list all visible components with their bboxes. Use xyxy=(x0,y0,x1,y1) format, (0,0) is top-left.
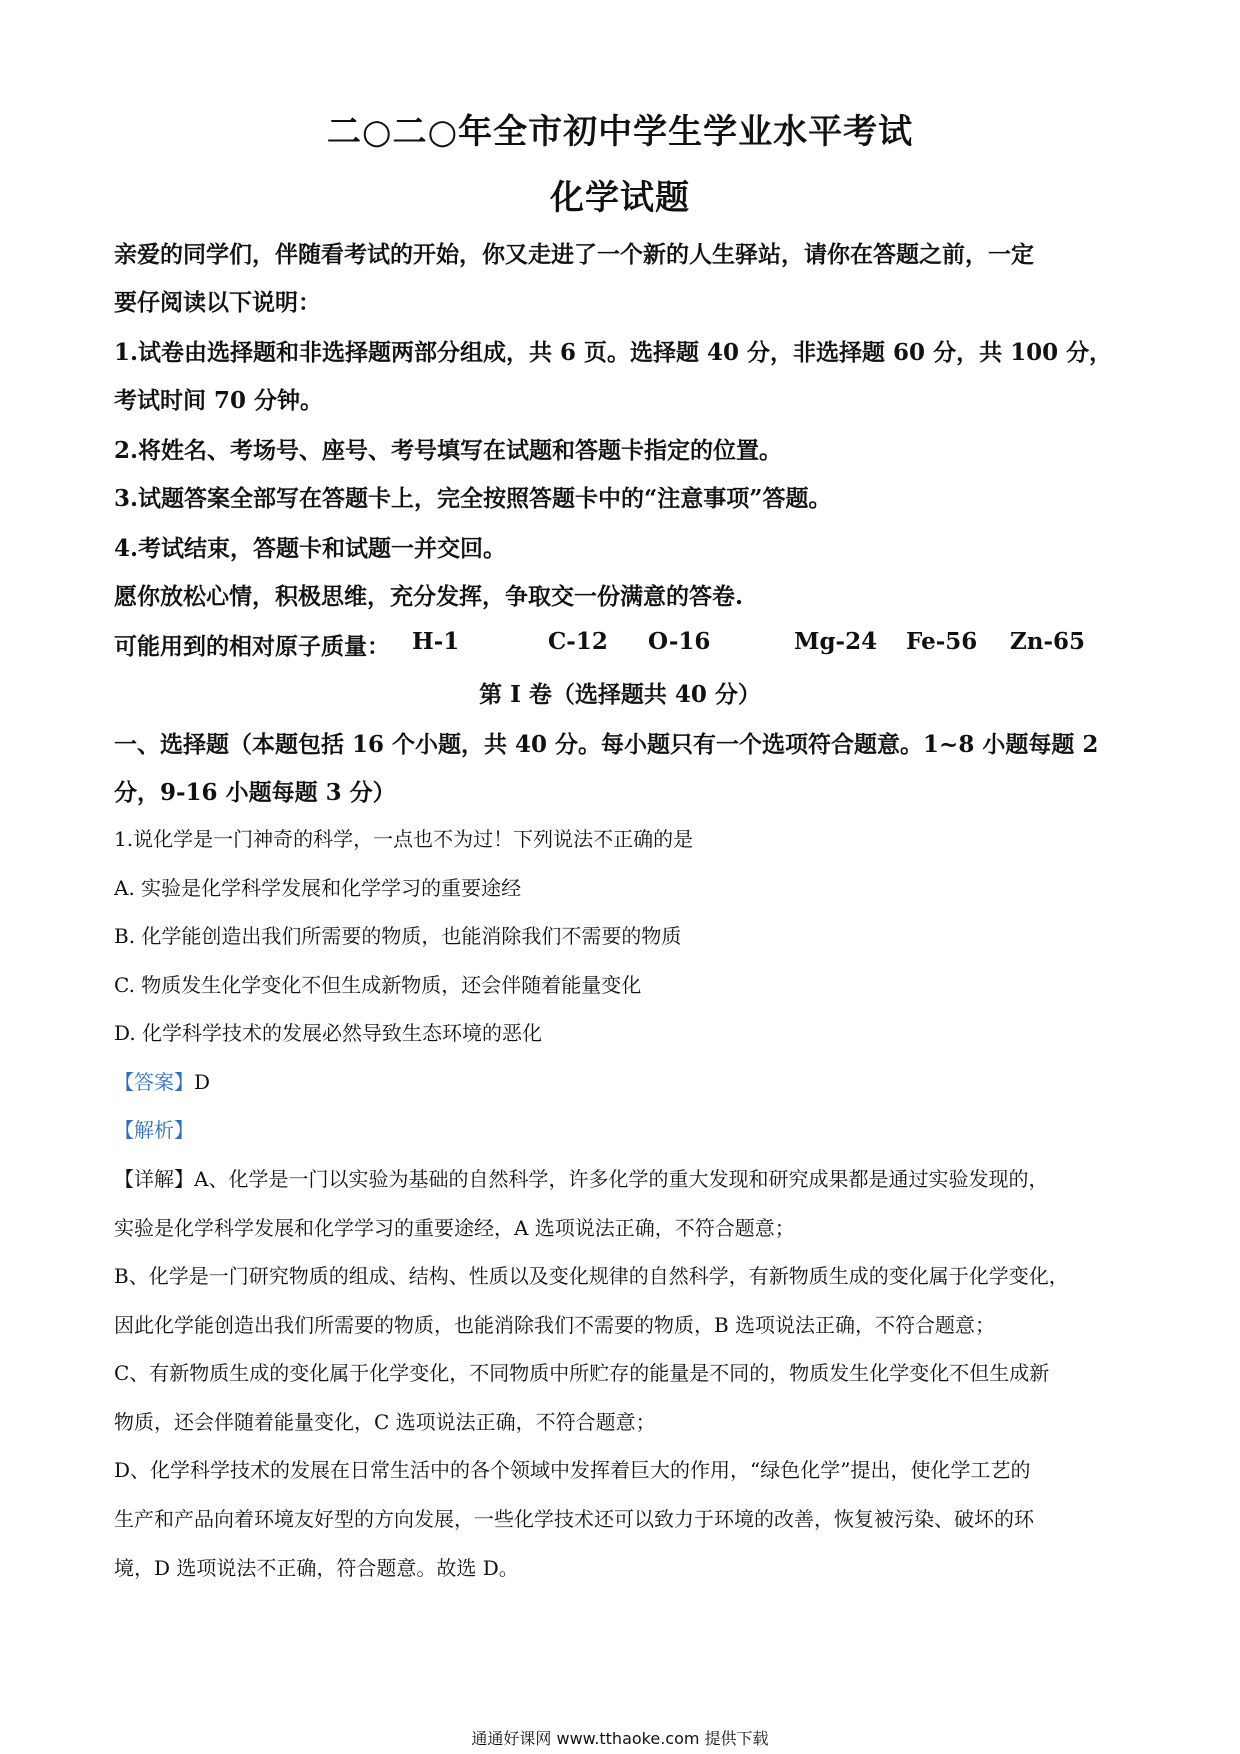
rule-line-1: 1.试卷由选择题和非选择题两部分组成，共 6 页。选择题 40 分，非选择题 60 分，共 100 分， xyxy=(114,339,1113,366)
atomic-mass-h: H-1 xyxy=(412,628,460,655)
detail-tag: 【详解】 xyxy=(114,1167,194,1191)
detail-line-5: C、有新物质生成的变化属于化学变化，不同物质中所贮存的能量是不同的，物质发生化学变化不但生成新 xyxy=(114,1361,1050,1385)
detail-text-1: A、化学是一门以实验为基础的自然科学，许多化学的重大发现和研究成果都是通过实验发现的， xyxy=(194,1167,1049,1191)
answer-value: D xyxy=(194,1070,211,1094)
rule-line-5: 4.考试结束，答题卡和试题一并交回。 xyxy=(114,535,507,562)
footer-credit: 通通好课网 www.tthaoke.com 提供下载 xyxy=(471,1729,769,1748)
detail-line-3: B、化学是一门研究物质的组成、结构、性质以及变化规律的自然科学，有新物质生成的变化属于化学变化， xyxy=(114,1264,1069,1288)
rule-line-2: 考试时间 70 分钟。 xyxy=(114,387,324,414)
intro-line-1: 亲爱的同学们，伴随看考试的开始，你又走进了一个新的人生驿站，请你在答题之前，一定 xyxy=(114,241,1034,268)
atomic-mass-label: 可能用到的相对原子质量： xyxy=(114,633,390,660)
exam-subtitle: 化学试题 xyxy=(550,178,690,218)
atomic-mass-zn: Zn-65 xyxy=(1010,628,1086,655)
detail-line-8: 生产和产品向着环境友好型的方向发展，一些化学技术还可以致力于环境的改善，恢复被污染、破坏的环 xyxy=(114,1507,1034,1531)
exam-title: 二○二○年全市初中学生学业水平考试 xyxy=(326,112,914,152)
atomic-mass-o: O-16 xyxy=(648,628,711,655)
question-stem: 1.说化学是一门神奇的科学，一点也不为过！下列说法不正确的是 xyxy=(114,827,694,851)
option-c: C. 物质发生化学变化不但生成新物质，还会伴随着能量变化 xyxy=(114,973,642,997)
option-b: B. 化学能创造出我们所需要的物质，也能消除我们不需要的物质 xyxy=(114,924,682,948)
answer-line xyxy=(114,1066,1140,1095)
analysis-tag: 【解析】 xyxy=(114,1118,194,1142)
detail-line-4: 因此化学能创造出我们所需要的物质，也能消除我们不需要的物质，B 选项说法正确，不符合题意； xyxy=(114,1313,996,1337)
atomic-mass-fe: Fe-56 xyxy=(906,628,978,655)
detail-line-7: D、化学科学技术的发展在日常生活中的各个领域中发挥着巨大的作用，“绿色化学”提出，使化学工艺的 xyxy=(114,1458,1031,1482)
atomic-mass-c: C-12 xyxy=(548,628,608,655)
detail-line-6: 物质，还会伴随着能量变化，C 选项说法正确，不符合题意； xyxy=(114,1410,656,1434)
rule-line-4: 3.试题答案全部写在答题卡上，完全按照答题卡中的“注意事项”答题。 xyxy=(114,485,832,512)
option-d: D. 化学科学技术的发展必然导致生态环境的恶化 xyxy=(114,1021,543,1045)
intro-line-2: 要仔阅读以下说明： xyxy=(114,289,321,316)
part-header-line-2: 分，9-16 小题每题 3 分） xyxy=(114,779,396,806)
option-a: A. 实验是化学科学发展和化学学习的重要途经 xyxy=(114,876,522,900)
rule-line-3: 2.将姓名、考场号、座号、考号填写在试题和答题卡指定的位置。 xyxy=(114,437,783,464)
atomic-mass-mg: Mg-24 xyxy=(794,628,878,655)
rule-line-6: 愿你放松心情，积极思维，充分发挥，争取交一份满意的答卷. xyxy=(114,583,744,610)
part-header-line-1: 一、选择题（本题包括 16 个小题，共 40 分。每小题只有一个选项符合题意。1~8 小题每题 2 xyxy=(114,731,1099,758)
section-title: 第 I 卷（选择题共 40 分） xyxy=(479,681,761,708)
answer-tag: 【答案】 xyxy=(114,1070,194,1094)
detail-line-1 xyxy=(114,1163,1140,1192)
detail-line-9: 境，D 选项说法不正确，符合题意。故选 D。 xyxy=(114,1556,519,1580)
analysis-line xyxy=(114,1114,1140,1143)
detail-line-2: 实验是化学科学发展和化学学习的重要途经，A 选项说法正确，不符合题意； xyxy=(114,1216,795,1240)
